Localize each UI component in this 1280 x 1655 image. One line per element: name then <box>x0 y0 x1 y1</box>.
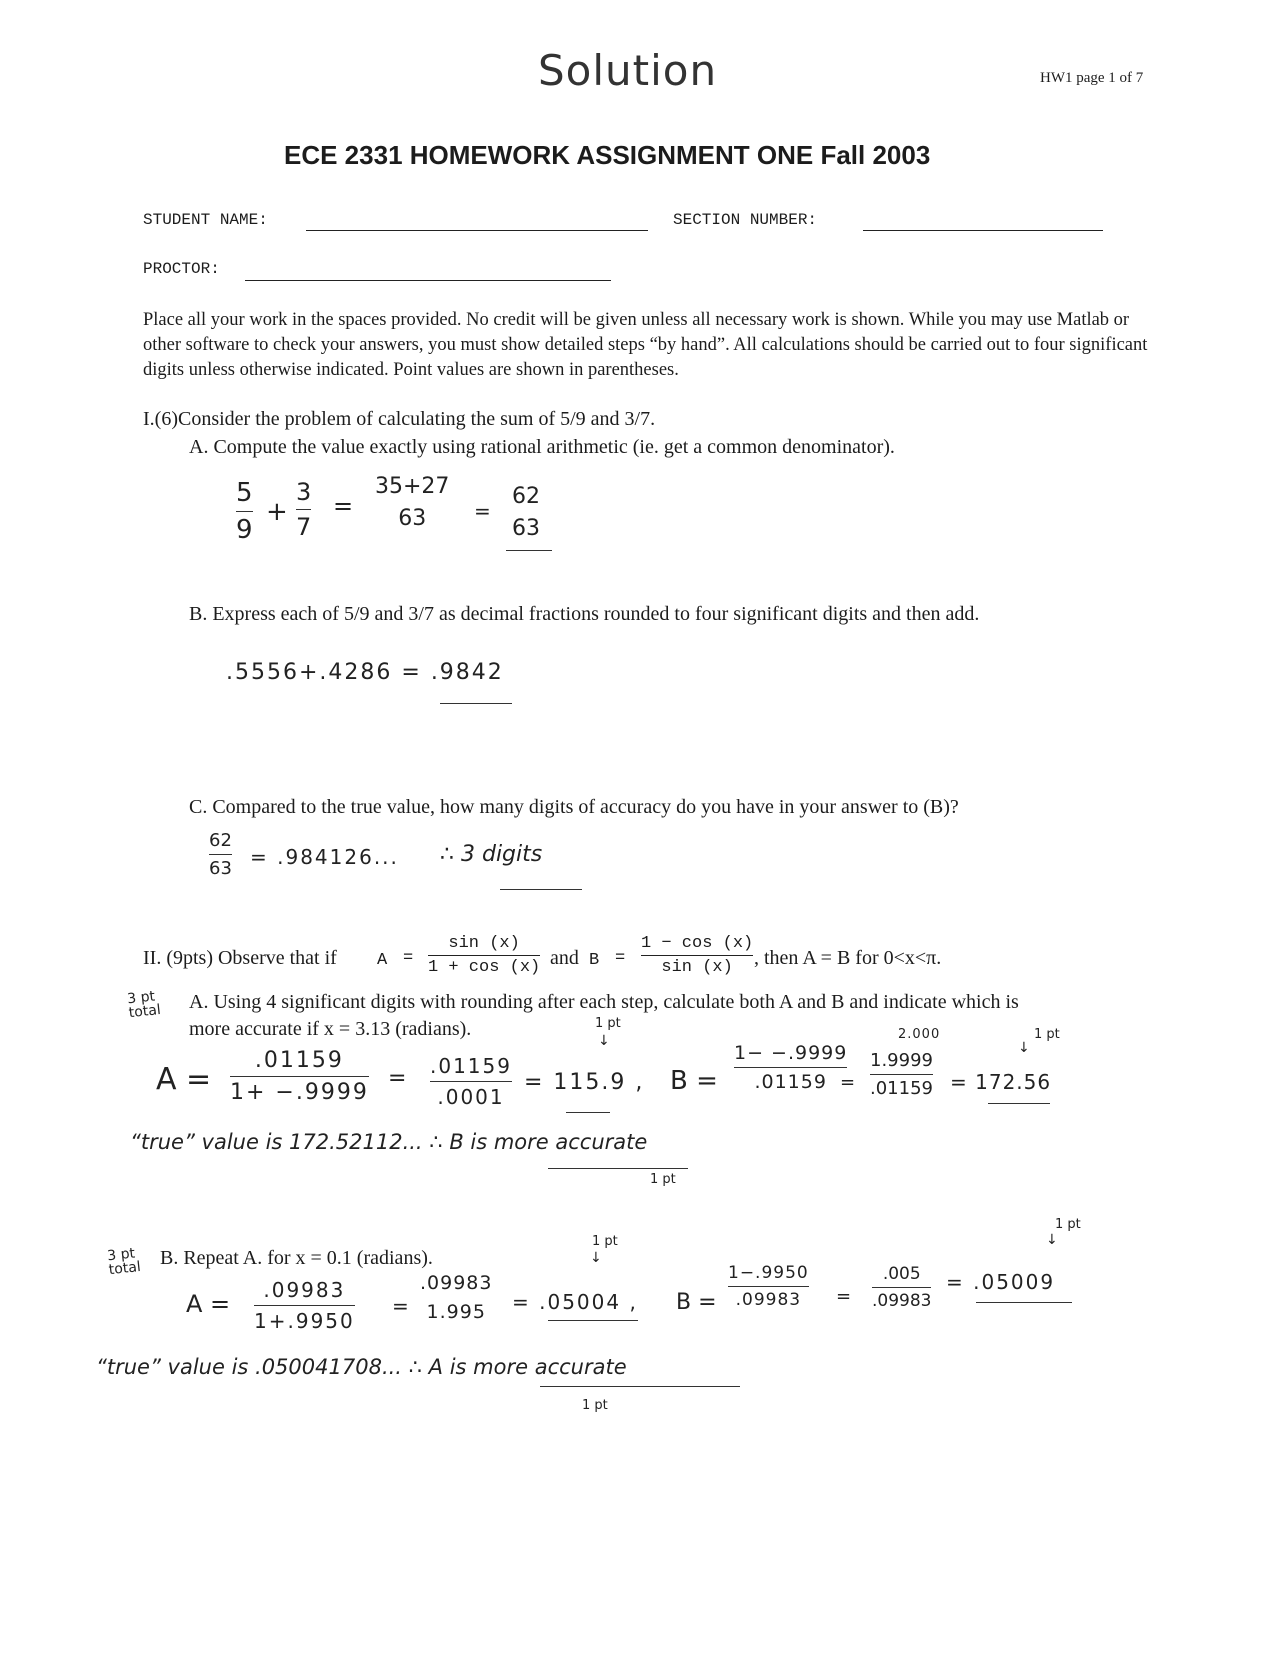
q2-b-label: B <box>589 951 600 970</box>
q2a-a-fraction-1: .01159 1+ −.9999 <box>230 1048 369 1105</box>
q2b-a-fraction-1: .09983 1+.9950 <box>254 1278 355 1333</box>
q1c-fraction-62-63: 62 63 <box>209 830 232 879</box>
q2-b-equals: = <box>615 949 626 968</box>
q1a-equals-2: = <box>474 499 491 523</box>
q1-prompt: I.(6)Consider the problem of calculating the sum of 5/9 and 3/7. <box>143 408 656 430</box>
section-number-blank <box>863 230 1103 231</box>
student-name-blank <box>306 230 648 231</box>
q2b-b-result: = .05009 <box>946 1270 1056 1294</box>
q2a-b-label: B = <box>670 1066 718 1096</box>
q2b-a-result-underline <box>548 1320 638 1321</box>
q2-b-definition: 1 − cos (x) sin (x) <box>641 934 754 977</box>
q1a-answer-underline <box>506 550 552 551</box>
q2b-b-label: B = <box>676 1290 717 1315</box>
q2a-equals-1: = <box>388 1066 407 1091</box>
q2b-text: B. Repeat A. for x = 0.1 (radians). <box>160 1247 433 1269</box>
q1c-answer-underline <box>500 889 582 890</box>
q1b-answer-underline <box>440 703 512 704</box>
q2a-a-result-underline <box>566 1112 610 1113</box>
q1a-fraction-sum: 35+27 63 <box>375 474 450 531</box>
q2b-equals-1: = <box>392 1294 409 1318</box>
q2a-a-result: = 115.9 , <box>524 1070 645 1095</box>
q2a-text-line2: more accurate if x = 3.13 (radians). <box>189 1018 472 1040</box>
instructions-paragraph: Place all your work in the spaces provided. No credit will be given unless all necessary work is shown. While you may use Matlab or other software to check your answers, you must show detailed steps “by hand”. All calculations should be carried out to four significant digits unless otherwise indicated. Point values are shown in parentheses. <box>143 310 1148 380</box>
q2a-point-note-3: 1 pt <box>650 1172 676 1187</box>
q2a-arrow-1: ↓ <box>598 1033 610 1049</box>
q2b-b-result-underline <box>976 1302 1072 1303</box>
q1c-text: C. Compared to the true value, how many digits of accuracy do you have in your answer to (B)? <box>189 796 959 818</box>
proctor-label: PROCTOR: <box>143 260 220 278</box>
q2b-point-note-1: 1 pt <box>592 1234 618 1249</box>
q1a-fraction-3-7: 3 7 <box>296 478 312 541</box>
q2b-b-fraction-1: 1−.9950 .09983 <box>728 1263 809 1310</box>
q2b-arrow-2: ↓ <box>1046 1232 1058 1248</box>
q1c-decimal: = .984126... <box>250 845 399 869</box>
q1a-text: A. Compute the value exactly using rational arithmetic (ie. get a common denominator). <box>189 436 895 458</box>
q2-a-definition: sin (x) 1 + cos (x) <box>428 934 541 977</box>
q2b-point-note-3: 1 pt <box>582 1398 608 1413</box>
q2-prompt-start: II. (9pts) Observe that if <box>143 947 337 969</box>
q2b-a-label: A = <box>186 1290 231 1318</box>
section-number-label: SECTION NUMBER: <box>673 211 818 229</box>
q1a-plus: + <box>266 497 288 527</box>
q2b-point-note-2: 1 pt <box>1055 1217 1081 1232</box>
q2-and: and <box>550 947 579 969</box>
q2a-b-fraction-2: 1.9999 .01159 <box>870 1050 933 1099</box>
q2a-b-result-underline <box>988 1103 1050 1104</box>
q2b-points-total: 3 pt total <box>106 1245 142 1279</box>
q2-prompt-end: , then A = B for 0<x<π. <box>754 947 942 969</box>
q2a-b-fraction-1: 1− −.9999 .01159 <box>734 1042 848 1093</box>
q2b-a-result: = .05004 , <box>512 1290 638 1314</box>
q2a-equals-2: = <box>840 1072 856 1093</box>
q2a-points-total: 3 pt total <box>126 988 162 1022</box>
q2a-b-result: = 172.56 <box>950 1070 1052 1094</box>
page-label: HW1 page 1 of 7 <box>1040 70 1144 86</box>
q2a-arrow-2: ↓ <box>1018 1040 1030 1056</box>
q2b-conclusion-underline <box>540 1386 740 1387</box>
q1a-equals-1: = <box>333 492 354 520</box>
q2a-two-thousand: 2.000 <box>898 1027 941 1042</box>
page-title: ECE 2331 HOMEWORK ASSIGNMENT ONE Fall 2003 <box>284 140 931 170</box>
q1c-answer: ∴ 3 digits <box>440 842 543 867</box>
q2a-a-label: A = <box>156 1062 212 1097</box>
q2-a-equals: = <box>403 949 414 968</box>
q1a-fraction-5-9: 5 9 <box>236 478 253 545</box>
q1a-fraction-result: 62 63 <box>512 484 540 541</box>
q1b-work: .5556+.4286 = .9842 <box>226 660 504 685</box>
q1b-text: B. Express each of 5/9 and 3/7 as decimal fractions rounded to four significant digits and then add. <box>189 603 980 625</box>
q2a-conclusion-underline <box>548 1168 688 1169</box>
q2a-text-line1: A. Using 4 significant digits with rounding after each step, calculate both A and B and indicate which is <box>189 991 1019 1013</box>
q2-a-label: A <box>377 951 388 970</box>
q2a-true-value-note: “true” value is 172.52112... ∴ B is more accurate <box>130 1130 648 1154</box>
solution-handwritten-title: Solution <box>538 46 718 95</box>
q2a-a-fraction-2: .01159 .0001 <box>430 1054 512 1109</box>
q2b-true-value-note: “true” value is .050041708... ∴ A is more accurate <box>96 1355 627 1379</box>
q2a-point-note-2: 1 pt <box>1034 1027 1060 1042</box>
q2a-point-note-1: 1 pt <box>595 1016 621 1031</box>
proctor-blank <box>245 280 611 281</box>
q2b-a-fraction-2: .09983 1.995 <box>420 1272 493 1323</box>
student-name-label: STUDENT NAME: <box>143 211 268 229</box>
q2b-arrow-1: ↓ <box>590 1250 602 1266</box>
q2b-b-fraction-2: .005 .09983 <box>872 1264 932 1311</box>
q2b-equals-2: = <box>836 1286 852 1307</box>
